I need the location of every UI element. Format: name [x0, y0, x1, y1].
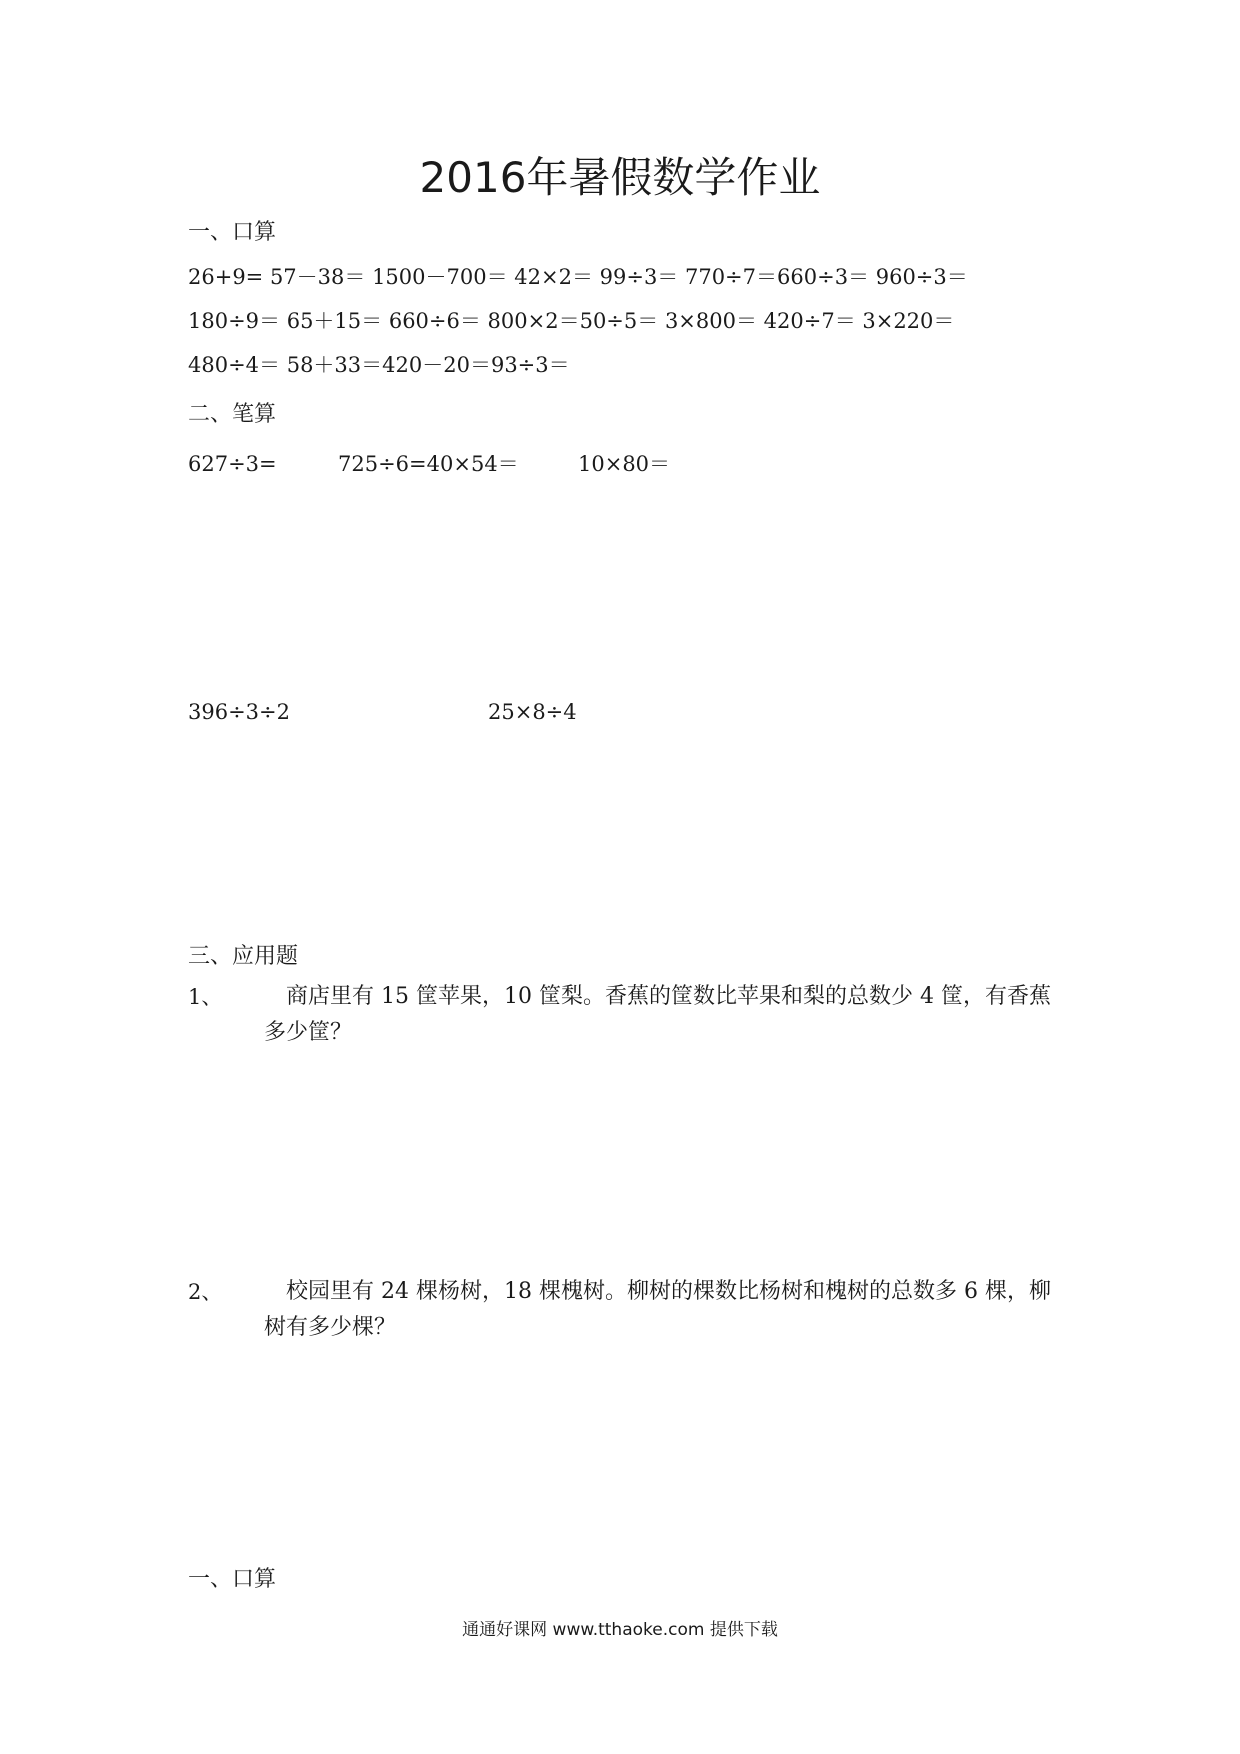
written-calc-item: 627÷3= [188, 452, 277, 476]
problem-number: 2、 [188, 1280, 223, 1304]
written-calc-item: 725÷6=40×54＝ [338, 452, 519, 476]
section-heading-written-calc: 二、笔算 [188, 402, 277, 427]
problem-text: 商店里有 15 筐苹果，10 筐梨。香蕉的筐数比苹果和梨的总数少 4 筐，有香蕉多少筐？ [264, 984, 1051, 1045]
mental-math-line: 26+9= 57－38＝ 1500－700＝ 42×2＝ 99÷3＝ 770÷7＝660÷3＝ 960÷3＝ [188, 265, 968, 289]
written-calc-item: 396÷3÷2 [188, 700, 290, 724]
problem-text: 校园里有 24 棵杨树，18 棵槐树。柳树的棵数比杨树和槐树的总数多 6 棵，柳树有多少棵？ [264, 1279, 1051, 1340]
problem-number: 1、 [188, 985, 223, 1009]
section-heading-mental-math-repeat: 一、口算 [188, 1567, 277, 1592]
section-heading-word-problems: 三、应用题 [188, 944, 299, 969]
page-title: 2016年暑假数学作业 [419, 153, 821, 202]
written-calc-item: 25×8÷4 [488, 700, 577, 724]
mental-math-line: 180÷9＝ 65＋15＝ 660÷6＝ 800×2＝50÷5＝ 3×800＝ 420÷7＝ 3×220＝ [188, 309, 955, 333]
footer-source: 通通好课网 www.tthaoke.com 提供下载 [462, 1620, 778, 1640]
written-calc-item: 10×80＝ [578, 452, 671, 476]
section-heading-mental-math: 一、口算 [188, 220, 277, 245]
mental-math-line: 480÷4＝ 58＋33＝420－20＝93÷3＝ [188, 353, 570, 377]
